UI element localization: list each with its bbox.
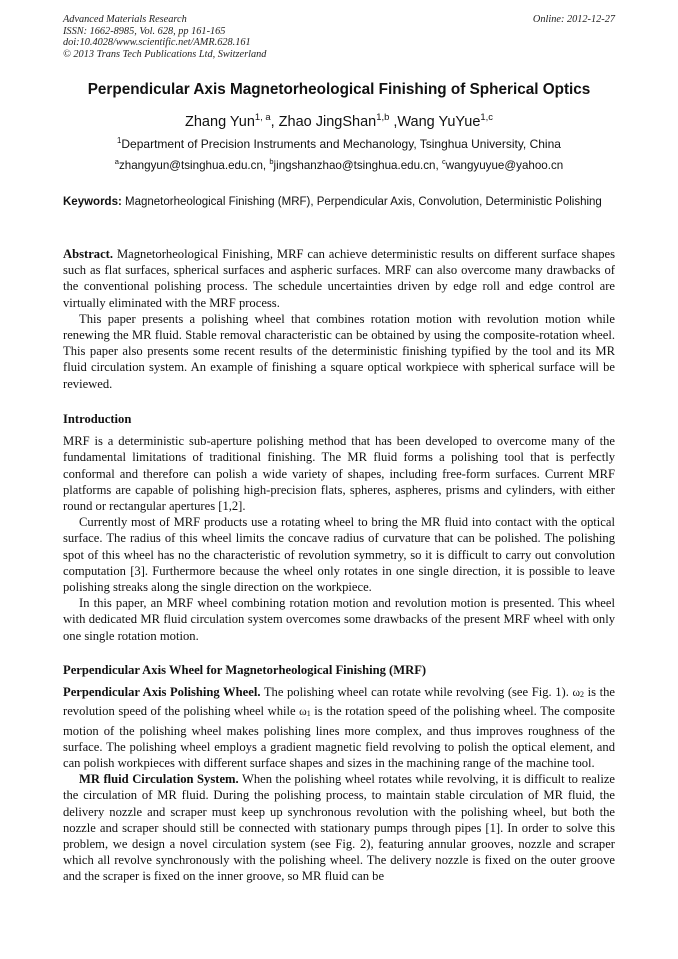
author-list xyxy=(40,111,638,130)
journal-name: Advanced Materials Research xyxy=(63,14,187,25)
email-mark: a xyxy=(114,157,119,167)
circulation-paragraph xyxy=(63,771,615,884)
journal-issn: ISSN: 1662-8985, Vol. 628, pp 161-165 xyxy=(63,25,226,37)
email-mark: b xyxy=(269,157,274,167)
omega-symbol: ω xyxy=(299,706,307,719)
subsection-label: MR fluid Circulation System. xyxy=(79,772,239,787)
affiliation xyxy=(40,137,638,151)
author-affil-mark: 1, a xyxy=(254,111,271,123)
keywords-text: Magnetorheological Finishing (MRF), Perpendicular Axis, Convolution, Deterministic Polishing xyxy=(125,196,602,208)
wheel-text: is the revolution speed of the polishing wheel while xyxy=(63,685,616,719)
wheel-text: is the rotation speed of the polishing wheel. The composite motion of the polishing wheel makes polishing lines more complex, and thus improves roughness of the surface. The polishing wheel employs a gradient magnetic field revolving to polish the optical element, and can polish workpieces with different surface shapes and sizes in the machining range of the machine tool. xyxy=(63,704,615,771)
author-separator: , xyxy=(270,114,279,130)
abstract-text: Magnetorheological Finishing, MRF can achieve deterministic results on different surface shapes such as flat surfaces, spherical surfaces and aspheric surfaces. MRF can also overcome many drawbacks of the conventional polishing process. The schedule uncertainties driven by edge roll and edge control are virtually eliminated with the MRF process. xyxy=(63,247,615,310)
journal-copyright: © 2013 Trans Tech Publications Ltd, Switzerland xyxy=(63,48,267,60)
section-heading: Perpendicular Axis Wheel for Magnetorheological Finishing (MRF) xyxy=(63,663,427,677)
wheel-text: The polishing wheel can rotate while revolving (see Fig. 1). xyxy=(263,685,569,700)
abstract-label: Abstract. xyxy=(63,247,114,261)
keywords-label: Keywords: xyxy=(63,196,122,208)
introduction-heading: Introduction xyxy=(63,412,132,426)
introduction-section xyxy=(63,411,615,644)
paper-title: Perpendicular Axis Magnetorheological Finishing of Spherical Optics xyxy=(87,81,591,98)
author-name: Wang YuYue xyxy=(397,114,481,130)
omega-symbol: ω xyxy=(572,687,581,700)
author-name: Zhang Yun xyxy=(185,114,255,130)
author-affil-mark: 1,c xyxy=(480,111,493,123)
journal-header xyxy=(63,14,615,60)
author-separator: , xyxy=(389,114,398,130)
keywords xyxy=(63,195,615,211)
author-name: Zhao JingShan xyxy=(278,114,377,130)
intro-paragraph: MRF is a deterministic sub-aperture polishing method that has been developed to overcome many of the fundamental limitations of traditional finishing. The MR fluid forms a polishing tool that is perfectly conformal and therefore can polish a wide variety of shapes, including free-form surfaces. Current MRF platforms are capable of polishing high-precision flats, spheres, aspheres, prisms and cylinders, with either round or rectangular apertures [1,2]. xyxy=(63,434,615,514)
abstract-section xyxy=(63,246,615,392)
abstract-paragraph xyxy=(63,246,615,311)
affiliation-mark: 1 xyxy=(117,136,122,145)
email-list xyxy=(40,159,638,172)
circulation-text: When the polishing wheel rotates while revolving, it is difficult to realize the circulation of MR fluid. During the polishing process, to maintain stable circulation of MR fluid, the delivery nozzle and scraper must keep up synchronous revolution with the polishing wheel, but both the nozzle and scraper should still be connected with stationary pumps through pipes [1]. In order to solve this problem, we design a novel circulation system (see Fig. 2), featuring annular grooves, nozzle and scraper which all revolve synchronously with the polishing wheel. The delivery nozzle is fixed on the outer groove and the scraper is fixed on the inner groove, so MR fluid can be xyxy=(63,772,615,884)
email-address[interactable]: jingshanzhao@tsinghua.edu.cn, xyxy=(273,159,442,172)
abstract-paragraph: This paper presents a polishing wheel that combines rotation motion with revolution motion while renewing the MR fluid. Stable removal characteristic can be obtained by using the composite-rotation wheel. This paper also presents some recent results of the deterministic finishing typified by the tool and its MR fluid circulation system. An example of finishing a square optical workpiece with spherical surface will be reviewed. xyxy=(63,311,615,391)
online-date: Online: 2012-12-27 xyxy=(532,14,615,25)
journal-doi: doi:10.4028/www.scientific.net/AMR.628.161 xyxy=(63,37,251,49)
email-address[interactable]: zhangyun@tsinghua.edu.cn, xyxy=(118,159,270,172)
author-affil-mark: 1,b xyxy=(376,111,390,123)
email-mark: c xyxy=(441,157,446,167)
wheel-section xyxy=(63,662,615,885)
subsection-label: Perpendicular Axis Polishing Wheel. xyxy=(63,685,261,700)
intro-paragraph: Currently most of MRF products use a rotating wheel to bring the MR fluid into contact with the optical surface. The radius of this wheel limits the concave radius of curvature that can be polished. The polishing spot of this wheel has no the characteristic of revolution symmetry, so it is difficult to carry out convolution computation [3]. Furthermore because the wheel only rotates in one single direction, it is possible to leave polishing streaks along the single direction on the workpiece. xyxy=(63,515,615,595)
omega-subscript: 1 xyxy=(306,709,311,719)
email-address[interactable]: wangyuyue@yahoo.cn xyxy=(445,159,564,172)
omega-subscript: 2 xyxy=(580,690,585,700)
affiliation-text: Department of Precision Instruments and Mechanology, Tsinghua University, China xyxy=(121,137,561,151)
intro-paragraph: In this paper, an MRF wheel combining rotation motion and revolution motion is presented. This wheel with dedicated MR fluid circulation system overcomes some drawbacks of the present MRF wheel with only one single rotation motion. xyxy=(63,596,615,643)
wheel-paragraph xyxy=(63,684,615,771)
